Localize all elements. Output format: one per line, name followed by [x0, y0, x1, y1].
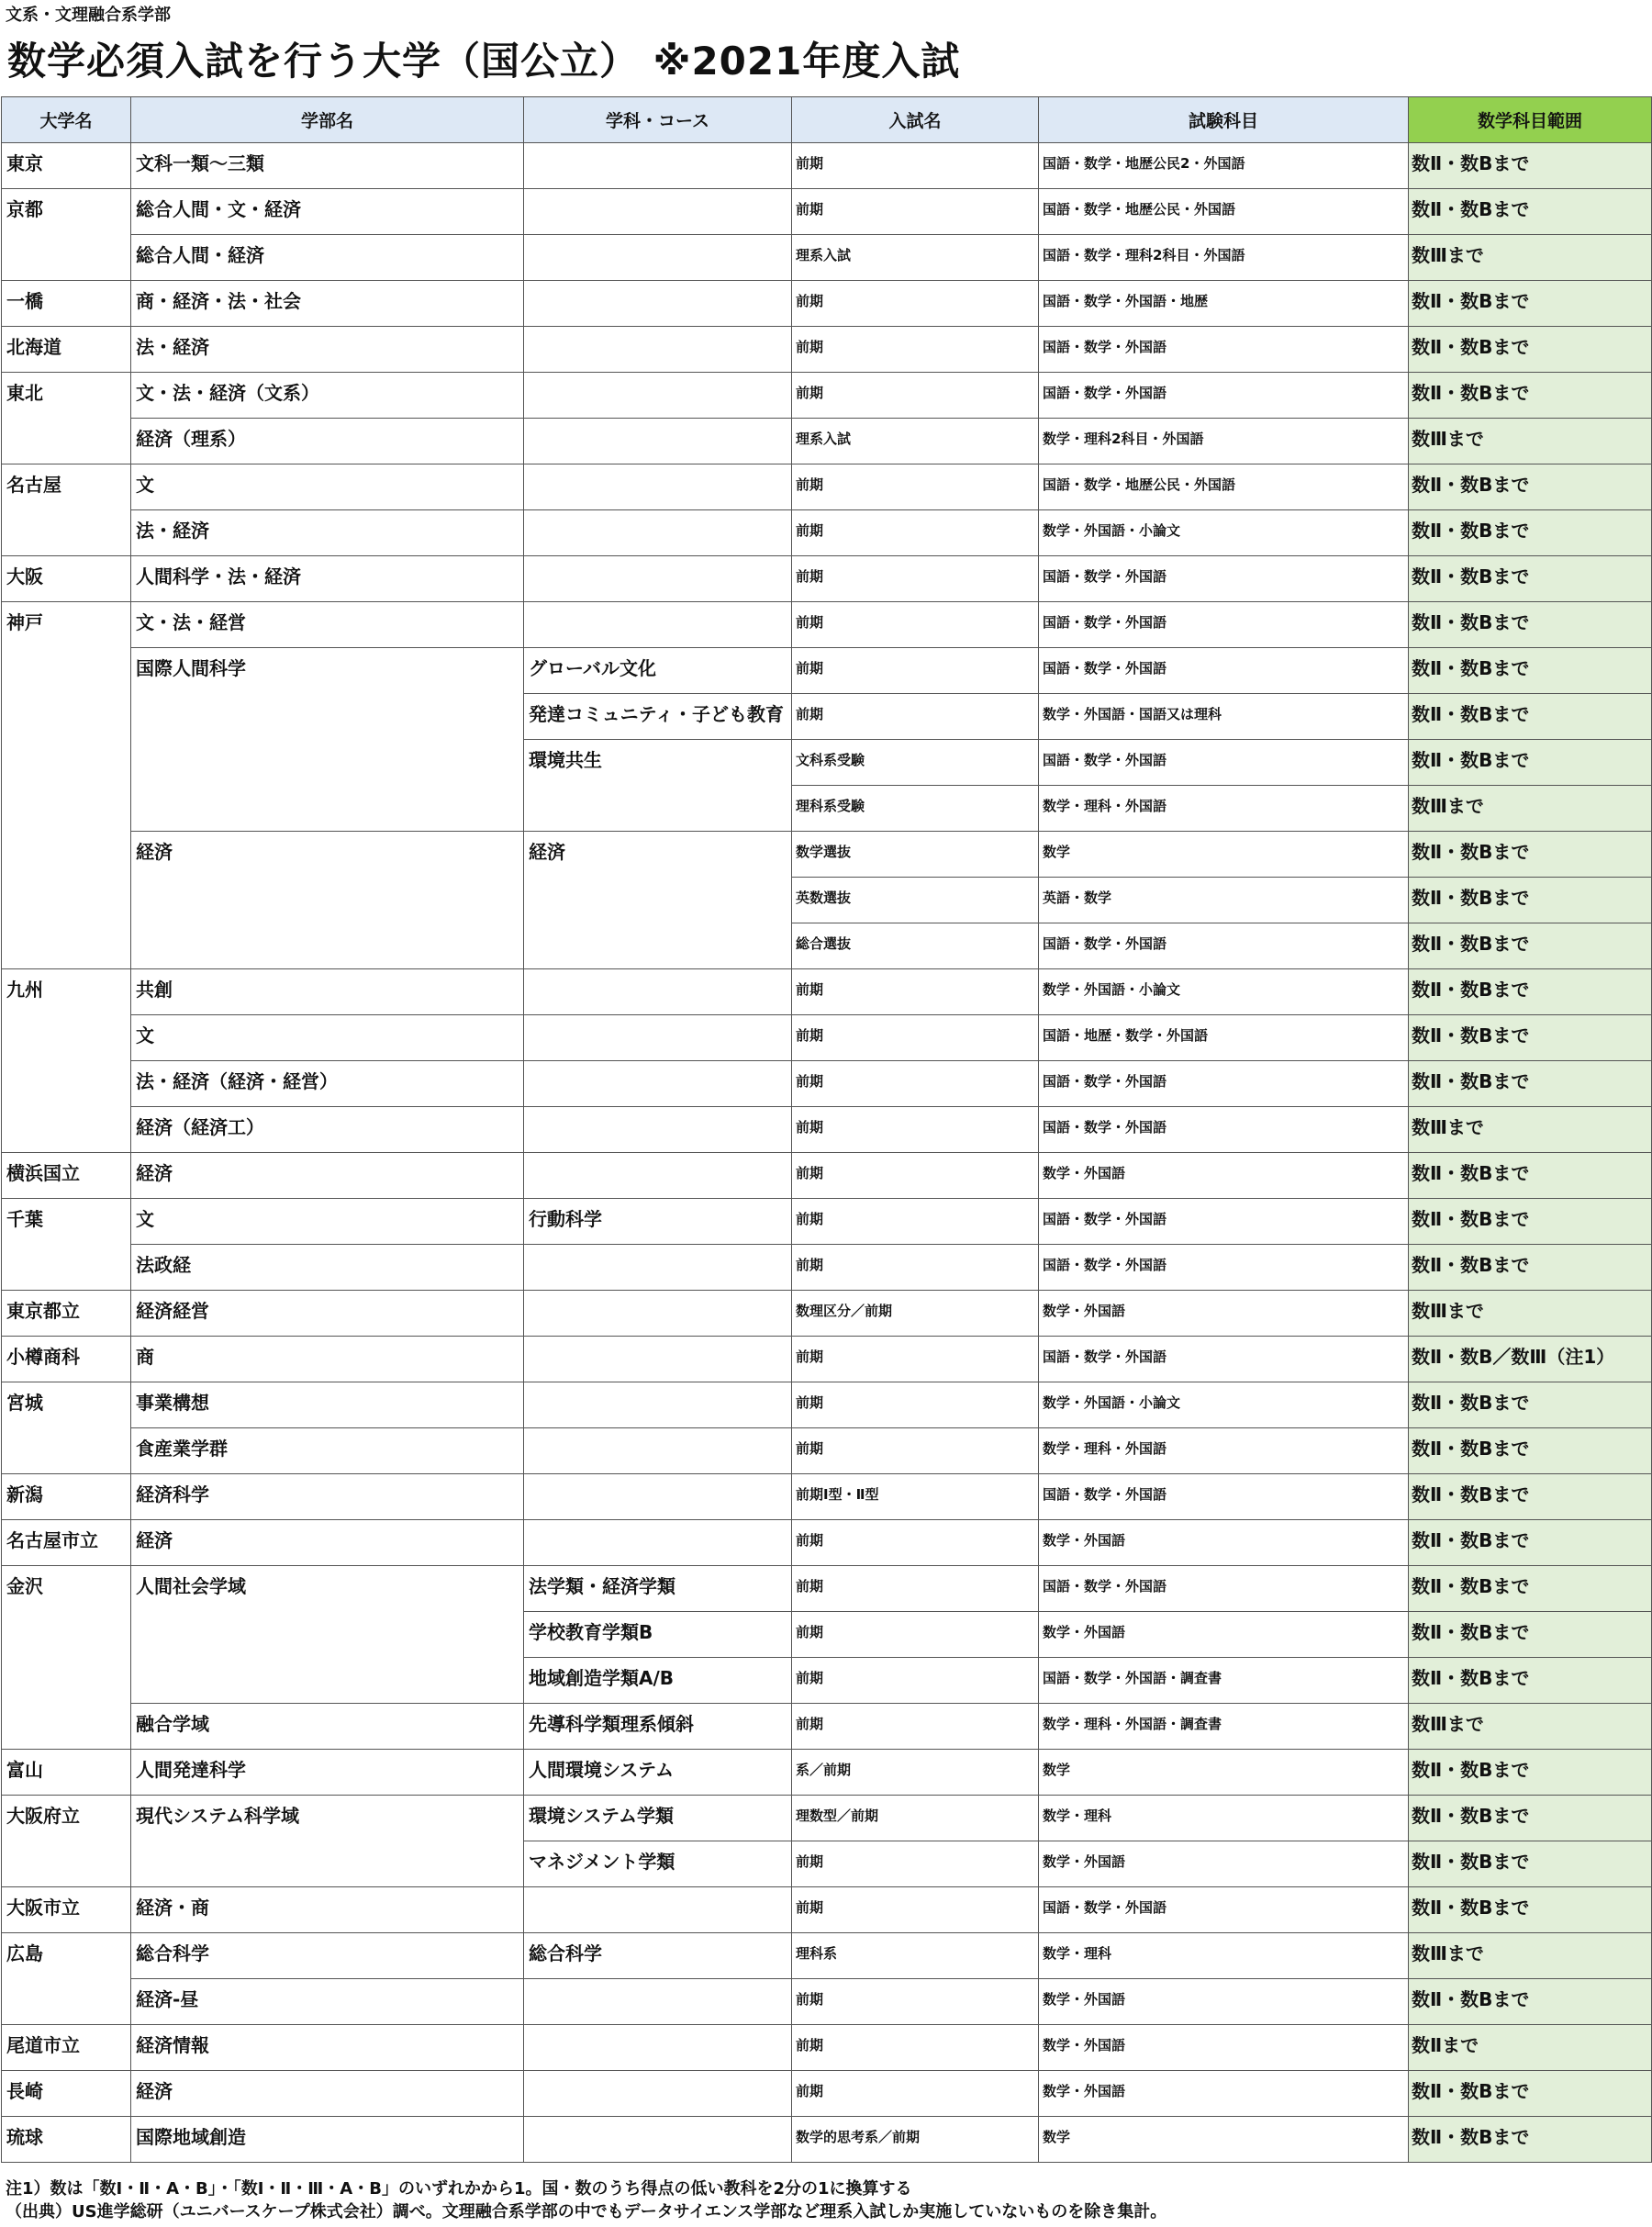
- math-range-cell: 数Ⅱ・数Bまで: [1409, 2071, 1652, 2117]
- table-row: [2, 281, 1652, 327]
- subjects-cell: 数学・理科・外国語・調査書: [1039, 1704, 1409, 1750]
- col-header-department: 学科・コース: [524, 97, 792, 143]
- subjects-cell: 国語・数学・外国語: [1039, 1887, 1409, 1933]
- department-cell: [524, 510, 792, 556]
- subjects-cell: 国語・数学・外国語: [1039, 1337, 1409, 1382]
- department-cell: [524, 1474, 792, 1520]
- exam-name-cell: 前期: [792, 464, 1039, 510]
- table-row: [2, 2117, 1652, 2163]
- col-header-subjects: 試験科目: [1039, 97, 1409, 143]
- exam-name-cell: 前期: [792, 143, 1039, 189]
- faculty-cell: 共創: [131, 969, 524, 1015]
- exam-name-cell: 前期: [792, 1428, 1039, 1474]
- subjects-cell: 国語・数学・外国語: [1039, 1107, 1409, 1153]
- department-cell: [524, 1337, 792, 1382]
- faculty-cell: 総合科学: [131, 1933, 524, 1979]
- table-row: [2, 602, 1652, 648]
- exam-name-cell: 前期: [792, 1979, 1039, 2025]
- faculty-cell: 法・経済（経済・経営）: [131, 1061, 524, 1107]
- university-cell: 九州: [2, 969, 131, 1153]
- subjects-cell: 数学・理科: [1039, 1796, 1409, 1841]
- page-subtitle: 文系・文理融合系学部: [6, 6, 171, 25]
- faculty-cell: 文科一類〜三類: [131, 143, 524, 189]
- university-cell: 尾道市立: [2, 2025, 131, 2071]
- math-range-cell: 数Ⅱ・数Bまで: [1409, 1245, 1652, 1291]
- faculty-cell: 経済情報: [131, 2025, 524, 2071]
- subjects-cell: 国語・数学・外国語・調査書: [1039, 1658, 1409, 1704]
- faculty-cell: 総合人間・文・経済: [131, 189, 524, 235]
- department-cell: 先導科学類理系傾斜: [524, 1704, 792, 1750]
- faculty-cell: 事業構想: [131, 1382, 524, 1428]
- table-body: [2, 143, 1652, 2163]
- math-range-cell: 数Ⅱ・数Bまで: [1409, 556, 1652, 602]
- faculty-cell: 食産業学群: [131, 1428, 524, 1474]
- table-row: [2, 1979, 1652, 2025]
- subjects-cell: 数学・外国語: [1039, 1841, 1409, 1887]
- department-cell: 地域創造学類A/B: [524, 1658, 792, 1704]
- faculty-cell: 経済・商: [131, 1887, 524, 1933]
- exam-name-cell: 数学的思考系／前期: [792, 2117, 1039, 2163]
- subjects-cell: 国語・数学・地歴公民2・外国語: [1039, 143, 1409, 189]
- university-cell: 名古屋市立: [2, 1520, 131, 1566]
- col-header-exam-name: 入試名: [792, 97, 1039, 143]
- footnote-source: （出典）US進学総研（ユニバースケープ株式会社）調べ。文理融合系学部の中でもデータサイエンス学部など理系入試しか実施していないものを除き集計。: [6, 2202, 1167, 2221]
- faculty-cell: 法・経済: [131, 510, 524, 556]
- table-row: [2, 1199, 1652, 1245]
- subjects-cell: 数学・外国語・国語又は理科: [1039, 694, 1409, 740]
- faculty-cell: 経済経営: [131, 1291, 524, 1337]
- faculty-cell: 法・経済: [131, 327, 524, 373]
- exam-name-cell: 数学選抜: [792, 832, 1039, 878]
- university-cell: 長崎: [2, 2071, 131, 2117]
- faculty-cell: 商: [131, 1337, 524, 1382]
- exam-name-cell: 前期: [792, 1153, 1039, 1199]
- math-range-cell: 数Ⅱ・数Bまで: [1409, 694, 1652, 740]
- faculty-cell: 文・法・経済（文系）: [131, 373, 524, 419]
- math-range-cell: 数Ⅲまで: [1409, 419, 1652, 464]
- university-cell: 小樽商科: [2, 1337, 131, 1382]
- math-range-cell: 数Ⅱ・数Bまで: [1409, 1153, 1652, 1199]
- math-range-cell: 数Ⅲまで: [1409, 1291, 1652, 1337]
- department-cell: [524, 1382, 792, 1428]
- table-row: [2, 419, 1652, 464]
- department-cell: [524, 2117, 792, 2163]
- exam-name-cell: 前期: [792, 2025, 1039, 2071]
- department-cell: 発達コミュニティ・子ども教育: [524, 694, 792, 740]
- faculty-cell: 商・経済・法・社会: [131, 281, 524, 327]
- table-row: [2, 1566, 1652, 1612]
- department-cell: [524, 2025, 792, 2071]
- table-row: [2, 373, 1652, 419]
- math-range-cell: 数Ⅱ・数Bまで: [1409, 923, 1652, 969]
- exam-name-cell: 英数選抜: [792, 878, 1039, 923]
- faculty-cell: 現代システム科学域: [131, 1796, 524, 1887]
- department-cell: [524, 281, 792, 327]
- math-range-cell: 数Ⅱ・数Bまで: [1409, 1750, 1652, 1796]
- math-range-cell: 数Ⅱ・数Bまで: [1409, 464, 1652, 510]
- table-header-row: [2, 97, 1652, 143]
- subjects-cell: 国語・数学・外国語: [1039, 1566, 1409, 1612]
- faculty-cell: 文: [131, 1199, 524, 1245]
- department-cell: 法学類・経済学類: [524, 1566, 792, 1612]
- faculty-cell: 経済（理系）: [131, 419, 524, 464]
- subjects-cell: 国語・数学・地歴公民・外国語: [1039, 189, 1409, 235]
- col-header-faculty: 学部名: [131, 97, 524, 143]
- math-range-cell: 数Ⅱ・数B／数Ⅲ（注1）: [1409, 1337, 1652, 1382]
- exam-name-cell: 前期: [792, 1887, 1039, 1933]
- exam-name-cell: 前期: [792, 1520, 1039, 1566]
- exam-name-cell: 前期: [792, 1612, 1039, 1658]
- table-row: [2, 832, 1652, 878]
- exam-name-cell: 理系入試: [792, 235, 1039, 281]
- faculty-cell: 経済: [131, 1520, 524, 1566]
- table-row: [2, 2071, 1652, 2117]
- page-title: 数学必須入試を行う大学（国公立） ※2021年度入試: [7, 39, 961, 84]
- subjects-cell: 英語・数学: [1039, 878, 1409, 923]
- math-range-cell: 数Ⅱ・数Bまで: [1409, 1474, 1652, 1520]
- subjects-cell: 国語・数学・理科2科目・外国語: [1039, 235, 1409, 281]
- exam-name-cell: 前期: [792, 1199, 1039, 1245]
- math-range-cell: 数Ⅱ・数Bまで: [1409, 373, 1652, 419]
- table-row: [2, 1337, 1652, 1382]
- department-cell: [524, 2071, 792, 2117]
- math-range-cell: 数Ⅱ・数Bまで: [1409, 832, 1652, 878]
- department-cell: [524, 969, 792, 1015]
- subjects-cell: 数学・外国語・小論文: [1039, 1382, 1409, 1428]
- department-cell: [524, 189, 792, 235]
- math-range-cell: 数Ⅱ・数Bまで: [1409, 1612, 1652, 1658]
- math-range-cell: 数Ⅲまで: [1409, 1704, 1652, 1750]
- faculty-cell: 国際人間科学: [131, 648, 524, 832]
- department-cell: [524, 327, 792, 373]
- department-cell: [524, 602, 792, 648]
- university-cell: 新潟: [2, 1474, 131, 1520]
- subjects-cell: 国語・地歴・数学・外国語: [1039, 1015, 1409, 1061]
- exam-name-cell: 前期: [792, 1382, 1039, 1428]
- faculty-cell: 経済: [131, 1153, 524, 1199]
- department-cell: [524, 235, 792, 281]
- exam-name-cell: 前期: [792, 189, 1039, 235]
- exam-name-cell: 理科系受験: [792, 786, 1039, 832]
- math-range-cell: 数Ⅲまで: [1409, 786, 1652, 832]
- exam-name-cell: 前期: [792, 510, 1039, 556]
- department-cell: 環境共生: [524, 740, 792, 832]
- faculty-cell: 総合人間・経済: [131, 235, 524, 281]
- table-row: [2, 189, 1652, 235]
- subjects-cell: 数学: [1039, 1750, 1409, 1796]
- university-cell: 京都: [2, 189, 131, 281]
- faculty-cell: 経済: [131, 832, 524, 969]
- table-row: [2, 2025, 1652, 2071]
- university-cell: 千葉: [2, 1199, 131, 1291]
- math-range-cell: 数Ⅱ・数Bまで: [1409, 2117, 1652, 2163]
- faculty-cell: 経済科学: [131, 1474, 524, 1520]
- subjects-cell: 国語・数学・外国語・地歴: [1039, 281, 1409, 327]
- department-cell: [524, 1107, 792, 1153]
- math-range-cell: 数Ⅱ・数Bまで: [1409, 327, 1652, 373]
- university-cell: 名古屋: [2, 464, 131, 556]
- exam-name-cell: 前期: [792, 1566, 1039, 1612]
- table-row: [2, 556, 1652, 602]
- university-cell: 東京都立: [2, 1291, 131, 1337]
- table-row: [2, 1245, 1652, 1291]
- math-range-cell: 数Ⅱ・数Bまで: [1409, 1199, 1652, 1245]
- math-range-cell: 数Ⅲまで: [1409, 1107, 1652, 1153]
- math-range-cell: 数Ⅱ・数Bまで: [1409, 740, 1652, 786]
- faculty-cell: 文: [131, 1015, 524, 1061]
- table-row: [2, 1015, 1652, 1061]
- math-range-cell: 数Ⅱ・数Bまで: [1409, 510, 1652, 556]
- department-cell: [524, 1291, 792, 1337]
- col-header-university: 大学名: [2, 97, 131, 143]
- table-row: [2, 1933, 1652, 1979]
- department-cell: 人間環境システム: [524, 1750, 792, 1796]
- department-cell: [524, 1428, 792, 1474]
- department-cell: 総合科学: [524, 1933, 792, 1979]
- university-cell: 大阪市立: [2, 1887, 131, 1933]
- math-range-cell: 数Ⅱ・数Bまで: [1409, 1796, 1652, 1841]
- university-cell: 東京: [2, 143, 131, 189]
- table-row: [2, 1796, 1652, 1841]
- exam-name-cell: 前期: [792, 1015, 1039, 1061]
- subjects-cell: 国語・数学・外国語: [1039, 602, 1409, 648]
- math-range-cell: 数Ⅱ・数Bまで: [1409, 1979, 1652, 2025]
- department-cell: 学校教育学類B: [524, 1612, 792, 1658]
- faculty-cell: 文・法・経営: [131, 602, 524, 648]
- university-cell: 一橋: [2, 281, 131, 327]
- subjects-cell: 国語・数学・外国語: [1039, 1474, 1409, 1520]
- math-range-cell: 数Ⅱ・数Bまで: [1409, 143, 1652, 189]
- department-cell: [524, 1061, 792, 1107]
- math-range-cell: 数Ⅲまで: [1409, 235, 1652, 281]
- math-range-cell: 数Ⅱ・数Bまで: [1409, 1061, 1652, 1107]
- university-cell: 宮城: [2, 1382, 131, 1474]
- table-row: [2, 1520, 1652, 1566]
- math-range-cell: 数Ⅱ・数Bまで: [1409, 1658, 1652, 1704]
- math-range-cell: 数Ⅲまで: [1409, 1933, 1652, 1979]
- subjects-cell: 国語・数学・外国語: [1039, 1061, 1409, 1107]
- university-cell: 東北: [2, 373, 131, 464]
- university-cell: 北海道: [2, 327, 131, 373]
- subjects-cell: 数学・外国語: [1039, 1520, 1409, 1566]
- exam-name-cell: 前期: [792, 2071, 1039, 2117]
- department-cell: 環境システム学類: [524, 1796, 792, 1841]
- exam-name-cell: 理系入試: [792, 419, 1039, 464]
- subjects-cell: 数学・理科・外国語: [1039, 1428, 1409, 1474]
- exam-name-cell: 数理区分／前期: [792, 1291, 1039, 1337]
- math-range-cell: 数Ⅱ・数Bまで: [1409, 1566, 1652, 1612]
- math-range-cell: 数Ⅱ・数Bまで: [1409, 189, 1652, 235]
- exam-name-cell: 前期: [792, 1107, 1039, 1153]
- table-row: [2, 1382, 1652, 1428]
- table-row: [2, 1474, 1652, 1520]
- exam-name-cell: 総合選抜: [792, 923, 1039, 969]
- exam-name-cell: 前期: [792, 648, 1039, 694]
- faculty-cell: 経済: [131, 2071, 524, 2117]
- exam-name-cell: 理数型／前期: [792, 1796, 1039, 1841]
- subjects-cell: 数学: [1039, 832, 1409, 878]
- exam-name-cell: 文科系受験: [792, 740, 1039, 786]
- faculty-cell: 人間発達科学: [131, 1750, 524, 1796]
- department-cell: [524, 1245, 792, 1291]
- faculty-cell: 人間科学・法・経済: [131, 556, 524, 602]
- table-row: [2, 1291, 1652, 1337]
- table-row: [2, 327, 1652, 373]
- subjects-cell: 国語・数学・外国語: [1039, 327, 1409, 373]
- university-cell: 神戸: [2, 602, 131, 969]
- col-header-math-range: 数学科目範囲: [1409, 97, 1652, 143]
- math-range-cell: 数Ⅱ・数Bまで: [1409, 1887, 1652, 1933]
- exam-name-cell: 前期: [792, 969, 1039, 1015]
- universities-table: [1, 96, 1652, 2163]
- table-row: [2, 1704, 1652, 1750]
- table-row: [2, 1428, 1652, 1474]
- department-cell: [524, 143, 792, 189]
- subjects-cell: 国語・数学・外国語: [1039, 648, 1409, 694]
- department-cell: [524, 1887, 792, 1933]
- subjects-cell: 国語・数学・地歴公民・外国語: [1039, 464, 1409, 510]
- math-range-cell: 数Ⅱ・数Bまで: [1409, 969, 1652, 1015]
- exam-name-cell: 前期: [792, 327, 1039, 373]
- faculty-cell: 人間社会学域: [131, 1566, 524, 1704]
- exam-name-cell: 前期: [792, 1658, 1039, 1704]
- department-cell: [524, 419, 792, 464]
- subjects-cell: 国語・数学・外国語: [1039, 740, 1409, 786]
- table-row: [2, 1061, 1652, 1107]
- faculty-cell: 融合学域: [131, 1704, 524, 1750]
- subjects-cell: 数学・外国語・小論文: [1039, 969, 1409, 1015]
- subjects-cell: 国語・数学・外国語: [1039, 556, 1409, 602]
- table-row: [2, 1107, 1652, 1153]
- exam-name-cell: 系／前期: [792, 1750, 1039, 1796]
- university-cell: 大阪: [2, 556, 131, 602]
- department-cell: [524, 373, 792, 419]
- department-cell: [524, 464, 792, 510]
- faculty-cell: 経済-昼: [131, 1979, 524, 2025]
- subjects-cell: 数学・外国語: [1039, 1612, 1409, 1658]
- university-cell: 大阪府立: [2, 1796, 131, 1887]
- math-range-cell: 数Ⅱ・数Bまで: [1409, 1841, 1652, 1887]
- table-row: [2, 1153, 1652, 1199]
- table-row: [2, 969, 1652, 1015]
- subjects-cell: 数学: [1039, 2117, 1409, 2163]
- table-row: [2, 464, 1652, 510]
- math-range-cell: 数Ⅱ・数Bまで: [1409, 1382, 1652, 1428]
- footnotes: [6, 2177, 1166, 2223]
- exam-name-cell: 前期Ⅰ型・Ⅱ型: [792, 1474, 1039, 1520]
- math-range-cell: 数Ⅱ・数Bまで: [1409, 1428, 1652, 1474]
- table-row: [2, 1887, 1652, 1933]
- exam-name-cell: 前期: [792, 373, 1039, 419]
- subjects-cell: 数学・理科2科目・外国語: [1039, 419, 1409, 464]
- math-range-cell: 数Ⅱ・数Bまで: [1409, 281, 1652, 327]
- subjects-cell: 数学・理科: [1039, 1933, 1409, 1979]
- table-row: [2, 235, 1652, 281]
- subjects-cell: 数学・外国語: [1039, 1979, 1409, 2025]
- math-range-cell: 数Ⅱ・数Bまで: [1409, 648, 1652, 694]
- university-cell: 横浜国立: [2, 1153, 131, 1199]
- university-cell: 琉球: [2, 2117, 131, 2163]
- department-cell: [524, 1153, 792, 1199]
- department-cell: [524, 1520, 792, 1566]
- exam-name-cell: 理科系: [792, 1933, 1039, 1979]
- subjects-cell: 数学・外国語: [1039, 1153, 1409, 1199]
- math-range-cell: 数Ⅱ・数Bまで: [1409, 1520, 1652, 1566]
- table-row: [2, 648, 1652, 694]
- subjects-cell: 国語・数学・外国語: [1039, 373, 1409, 419]
- table-row: [2, 510, 1652, 556]
- department-cell: マネジメント学類: [524, 1841, 792, 1887]
- subjects-cell: 数学・外国語: [1039, 2071, 1409, 2117]
- math-range-cell: 数Ⅱ・数Bまで: [1409, 1015, 1652, 1061]
- math-range-cell: 数Ⅱ・数Bまで: [1409, 602, 1652, 648]
- subjects-cell: 国語・数学・外国語: [1039, 923, 1409, 969]
- exam-name-cell: 前期: [792, 1245, 1039, 1291]
- exam-name-cell: 前期: [792, 556, 1039, 602]
- exam-name-cell: 前期: [792, 1337, 1039, 1382]
- department-cell: 行動科学: [524, 1199, 792, 1245]
- footnote-1: 注1）数は「数Ⅰ・Ⅱ・A・B」・「数Ⅰ・Ⅱ・Ⅲ・A・B」のいずれかから1。国・数のうち得点の低い教科を2分の1に換算する: [6, 2179, 912, 2199]
- subjects-cell: 数学・理科・外国語: [1039, 786, 1409, 832]
- subjects-cell: 国語・数学・外国語: [1039, 1245, 1409, 1291]
- exam-name-cell: 前期: [792, 1061, 1039, 1107]
- university-cell: 金沢: [2, 1566, 131, 1750]
- faculty-cell: 経済（経済工）: [131, 1107, 524, 1153]
- math-range-cell: 数Ⅱまで: [1409, 2025, 1652, 2071]
- subjects-cell: 数学・外国語・小論文: [1039, 510, 1409, 556]
- subjects-cell: 数学・外国語: [1039, 2025, 1409, 2071]
- department-cell: グローバル文化: [524, 648, 792, 694]
- faculty-cell: 文: [131, 464, 524, 510]
- exam-name-cell: 前期: [792, 281, 1039, 327]
- exam-name-cell: 前期: [792, 1841, 1039, 1887]
- faculty-cell: 法政経: [131, 1245, 524, 1291]
- university-cell: 富山: [2, 1750, 131, 1796]
- department-cell: 経済: [524, 832, 792, 969]
- exam-name-cell: 前期: [792, 1704, 1039, 1750]
- department-cell: [524, 1979, 792, 2025]
- exam-name-cell: 前期: [792, 694, 1039, 740]
- faculty-cell: 国際地域創造: [131, 2117, 524, 2163]
- table-row: [2, 143, 1652, 189]
- subjects-cell: 国語・数学・外国語: [1039, 1199, 1409, 1245]
- math-range-cell: 数Ⅱ・数Bまで: [1409, 878, 1652, 923]
- university-cell: 広島: [2, 1933, 131, 2025]
- exam-name-cell: 前期: [792, 602, 1039, 648]
- department-cell: [524, 556, 792, 602]
- table-row: [2, 1750, 1652, 1796]
- subjects-cell: 数学・外国語: [1039, 1291, 1409, 1337]
- department-cell: [524, 1015, 792, 1061]
